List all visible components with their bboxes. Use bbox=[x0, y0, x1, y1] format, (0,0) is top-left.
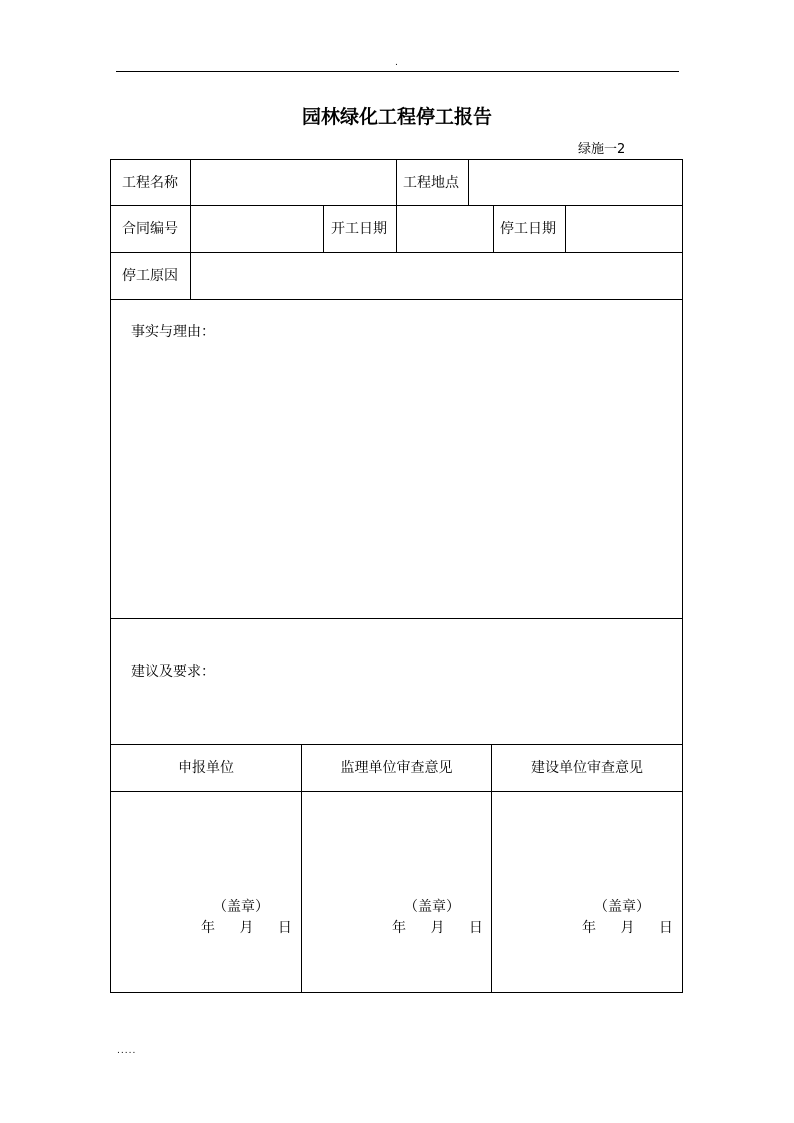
supervisor-opinion-header-label: 监理单位审查意见 bbox=[340, 760, 453, 776]
footer-dots: ..... bbox=[117, 1046, 137, 1056]
owner-opinion-header-label: 建设单位审查意见 bbox=[531, 760, 643, 776]
header-rule bbox=[116, 71, 679, 72]
stop-reason-field[interactable] bbox=[190, 252, 683, 300]
reporting-unit-header-label: 申报单位 bbox=[178, 760, 234, 776]
suggestions-section[interactable] bbox=[110, 618, 683, 745]
project-name-field[interactable] bbox=[190, 159, 397, 206]
stop-date-field[interactable] bbox=[565, 205, 683, 253]
year-label: 年 bbox=[582, 920, 596, 936]
project-name-label: 工程名称 bbox=[122, 174, 178, 191]
date-line bbox=[582, 919, 673, 937]
reporting-unit-header bbox=[110, 744, 302, 792]
form-code: 绿施一2 bbox=[578, 142, 626, 157]
owner-opinion-box[interactable] bbox=[491, 791, 683, 993]
facts-section[interactable] bbox=[110, 299, 683, 619]
stop-reason-label: 停工原因 bbox=[122, 268, 178, 284]
start-date-label: 开工日期 bbox=[331, 221, 387, 237]
month-label: 月 bbox=[239, 920, 254, 936]
project-location-label-cell bbox=[396, 159, 469, 206]
month-label: 月 bbox=[430, 920, 445, 936]
stop-date-label: 停工日期 bbox=[500, 221, 556, 237]
project-location-field[interactable] bbox=[468, 159, 683, 206]
page-title: 园林绿化工程停工报告 bbox=[301, 106, 492, 128]
suggestions-label: 建议及要求： bbox=[131, 664, 215, 680]
facts-label: 事实与理由： bbox=[131, 324, 215, 340]
start-date-field[interactable] bbox=[396, 205, 494, 253]
project-location-label: 工程地点 bbox=[403, 174, 459, 191]
seal-note: （盖章） bbox=[213, 899, 269, 915]
date-line bbox=[201, 919, 292, 937]
seal-note: （盖章） bbox=[594, 899, 650, 915]
day-label: 日 bbox=[277, 920, 292, 936]
year-label: 年 bbox=[201, 920, 215, 936]
owner-opinion-header bbox=[491, 744, 683, 792]
seal-note: （盖章） bbox=[404, 899, 460, 915]
contract-no-label-cell bbox=[110, 205, 191, 253]
month-label: 月 bbox=[620, 920, 635, 936]
supervisor-opinion-header bbox=[301, 744, 492, 792]
contract-no-label: 合同编号 bbox=[122, 221, 178, 237]
date-line bbox=[392, 919, 483, 937]
reporting-unit-box[interactable] bbox=[110, 791, 302, 993]
start-date-label-cell bbox=[323, 205, 397, 253]
supervisor-opinion-box[interactable] bbox=[301, 791, 492, 993]
year-label: 年 bbox=[392, 920, 406, 936]
header-dot: . bbox=[395, 58, 398, 68]
contract-no-field[interactable] bbox=[190, 205, 324, 253]
stop-reason-label-cell bbox=[110, 252, 191, 300]
day-label: 日 bbox=[658, 920, 673, 936]
project-name-label-cell bbox=[110, 159, 191, 206]
stop-date-label-cell bbox=[493, 205, 566, 253]
day-label: 日 bbox=[468, 920, 483, 936]
